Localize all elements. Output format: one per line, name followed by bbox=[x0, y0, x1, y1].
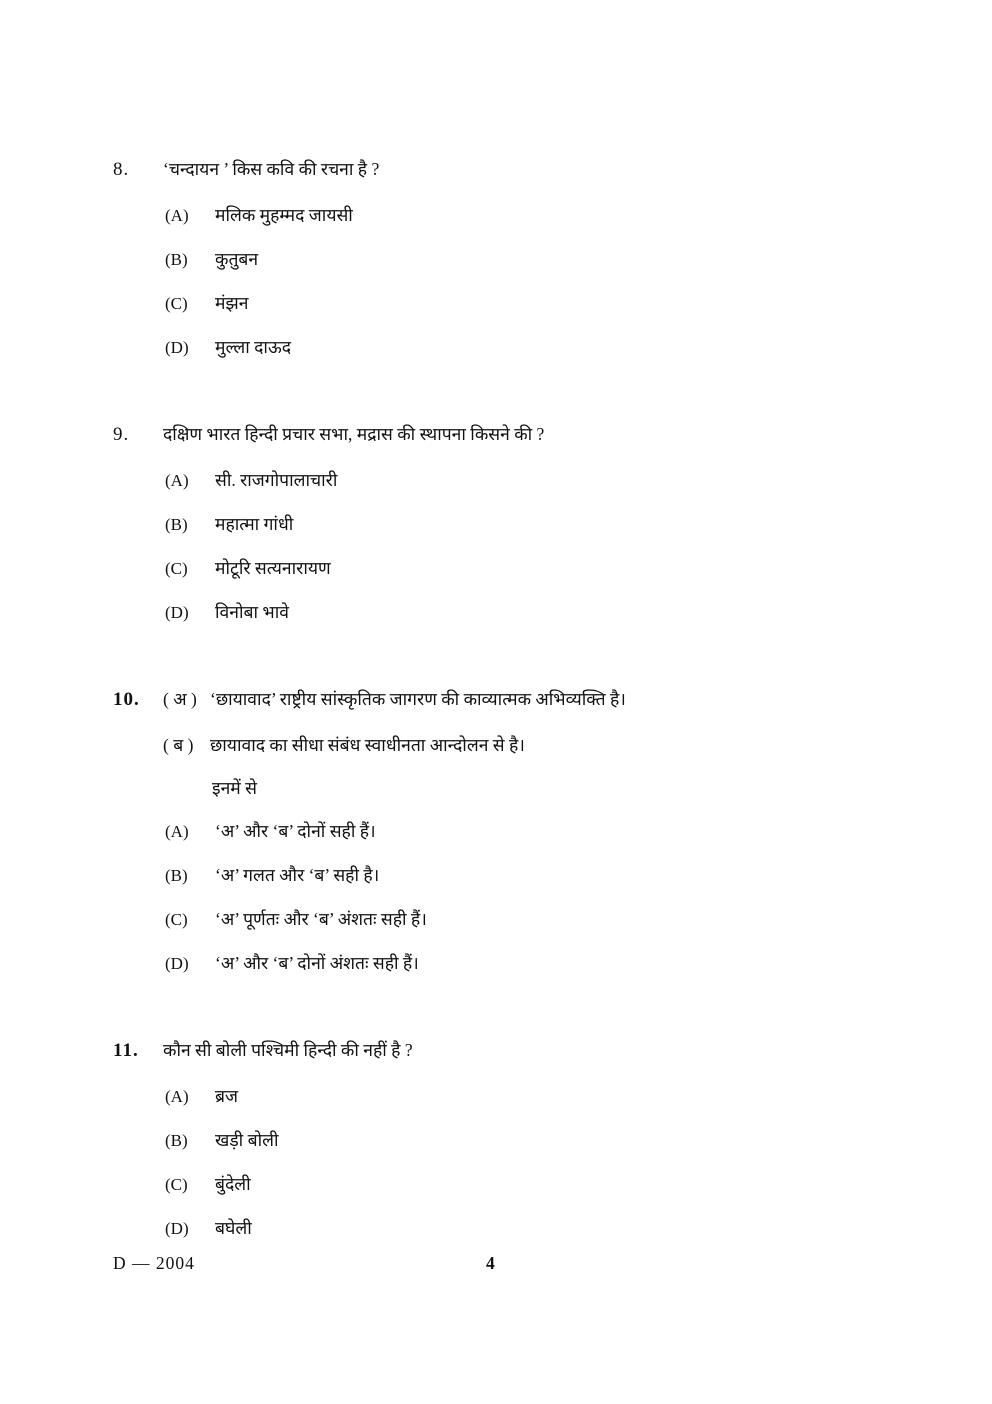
questions-area bbox=[113, 158, 893, 1304]
question-10 bbox=[113, 688, 893, 975]
option-row bbox=[113, 864, 893, 887]
statement-connector: इनमें से bbox=[212, 778, 257, 798]
option-row bbox=[113, 204, 893, 227]
question-8 bbox=[113, 158, 893, 359]
option-text: ‘अ’ और ‘ब’ दोनों अंशतः सही हैं। bbox=[215, 953, 419, 973]
question-number: 8. bbox=[113, 159, 130, 180]
option-label: (A) bbox=[165, 471, 189, 490]
option-row bbox=[113, 601, 893, 624]
question-8-heading bbox=[113, 158, 893, 181]
option-label: (A) bbox=[165, 1087, 189, 1106]
option-label: (C) bbox=[165, 559, 188, 578]
option-text: ब्रज bbox=[215, 1086, 238, 1106]
option-text: मुल्ला दाऊद bbox=[215, 337, 291, 357]
question-8-options bbox=[113, 204, 893, 359]
option-label: (A) bbox=[165, 206, 189, 225]
option-text: खड़ी बोली bbox=[215, 1130, 279, 1150]
option-text: ‘अ’ और ‘ब’ दोनों सही हैं। bbox=[215, 821, 376, 841]
question-number: 9. bbox=[113, 424, 130, 445]
question-9-heading bbox=[113, 423, 893, 446]
page-number: 4 bbox=[486, 1253, 495, 1273]
option-row bbox=[113, 557, 893, 580]
option-label: (D) bbox=[165, 603, 189, 622]
option-text: महात्मा गांधी bbox=[215, 514, 294, 534]
question-11-options bbox=[113, 1085, 893, 1240]
option-text: मोटूरि सत्यनारायण bbox=[215, 558, 331, 578]
question-9-options bbox=[113, 469, 893, 624]
question-9 bbox=[113, 423, 893, 624]
option-row bbox=[113, 292, 893, 315]
option-row bbox=[113, 820, 893, 843]
question-text: कौन सी बोली पश्चिमी हिन्दी की नहीं है ? bbox=[163, 1040, 413, 1060]
option-label: (D) bbox=[165, 954, 189, 973]
statement-row bbox=[113, 734, 893, 756]
statement-label: ( अ ) bbox=[163, 689, 197, 709]
option-row bbox=[113, 1217, 893, 1240]
statement-label: ( ब ) bbox=[163, 735, 194, 755]
option-text: सी. राजगोपालाचारी bbox=[215, 470, 338, 490]
option-row bbox=[113, 1085, 893, 1108]
question-10-heading bbox=[113, 688, 893, 711]
question-text: ‘चन्दायन ’ किस कवि की रचना है ? bbox=[163, 159, 380, 179]
option-label: (B) bbox=[165, 1131, 188, 1150]
option-text: बुंदेली bbox=[215, 1174, 251, 1194]
option-text: मंझन bbox=[215, 293, 249, 313]
question-10-options bbox=[113, 820, 893, 975]
option-label: (C) bbox=[165, 910, 188, 929]
option-label: (B) bbox=[165, 250, 188, 269]
statement-text: ‘छायावाद’ राष्ट्रीय सांस्कृतिक जागरण की काव्यात्मक अभिव्यक्ति है। bbox=[210, 689, 626, 709]
option-label: (D) bbox=[165, 1219, 189, 1238]
option-row bbox=[113, 1129, 893, 1152]
option-text: मलिक मुहम्मद जायसी bbox=[215, 205, 353, 225]
option-label: (C) bbox=[165, 294, 188, 313]
option-text: ‘अ’ गलत और ‘ब’ सही है। bbox=[215, 865, 380, 885]
question-number: 11. bbox=[113, 1040, 139, 1061]
statement-text: छायावाद का सीधा संबंध स्वाधीनता आन्दोलन से है। bbox=[210, 735, 525, 755]
question-number: 10. bbox=[113, 689, 140, 710]
option-text: बघेली bbox=[215, 1218, 252, 1238]
page-footer bbox=[113, 1253, 893, 1277]
option-row bbox=[113, 469, 893, 492]
option-label: (A) bbox=[165, 822, 189, 841]
option-row bbox=[113, 1173, 893, 1196]
option-label: (D) bbox=[165, 338, 189, 357]
option-row bbox=[113, 336, 893, 359]
option-row bbox=[113, 513, 893, 536]
option-text: कुतुबन bbox=[215, 249, 259, 269]
option-row bbox=[113, 908, 893, 931]
paper-code: D — 2004 bbox=[113, 1253, 195, 1273]
option-row bbox=[113, 248, 893, 271]
question-11-heading bbox=[113, 1039, 893, 1062]
option-label: (C) bbox=[165, 1175, 188, 1194]
option-label: (B) bbox=[165, 866, 188, 885]
option-label: (B) bbox=[165, 515, 188, 534]
option-text: विनोबा भावे bbox=[215, 602, 289, 622]
option-text: ‘अ’ पूर्णतः और ‘ब’ अंशतः सही हैं। bbox=[215, 909, 427, 929]
question-text: दक्षिण भारत हिन्दी प्रचार सभा, मद्रास की स्थापना किसने की ? bbox=[163, 424, 545, 444]
question-11 bbox=[113, 1039, 893, 1240]
option-row bbox=[113, 952, 893, 975]
